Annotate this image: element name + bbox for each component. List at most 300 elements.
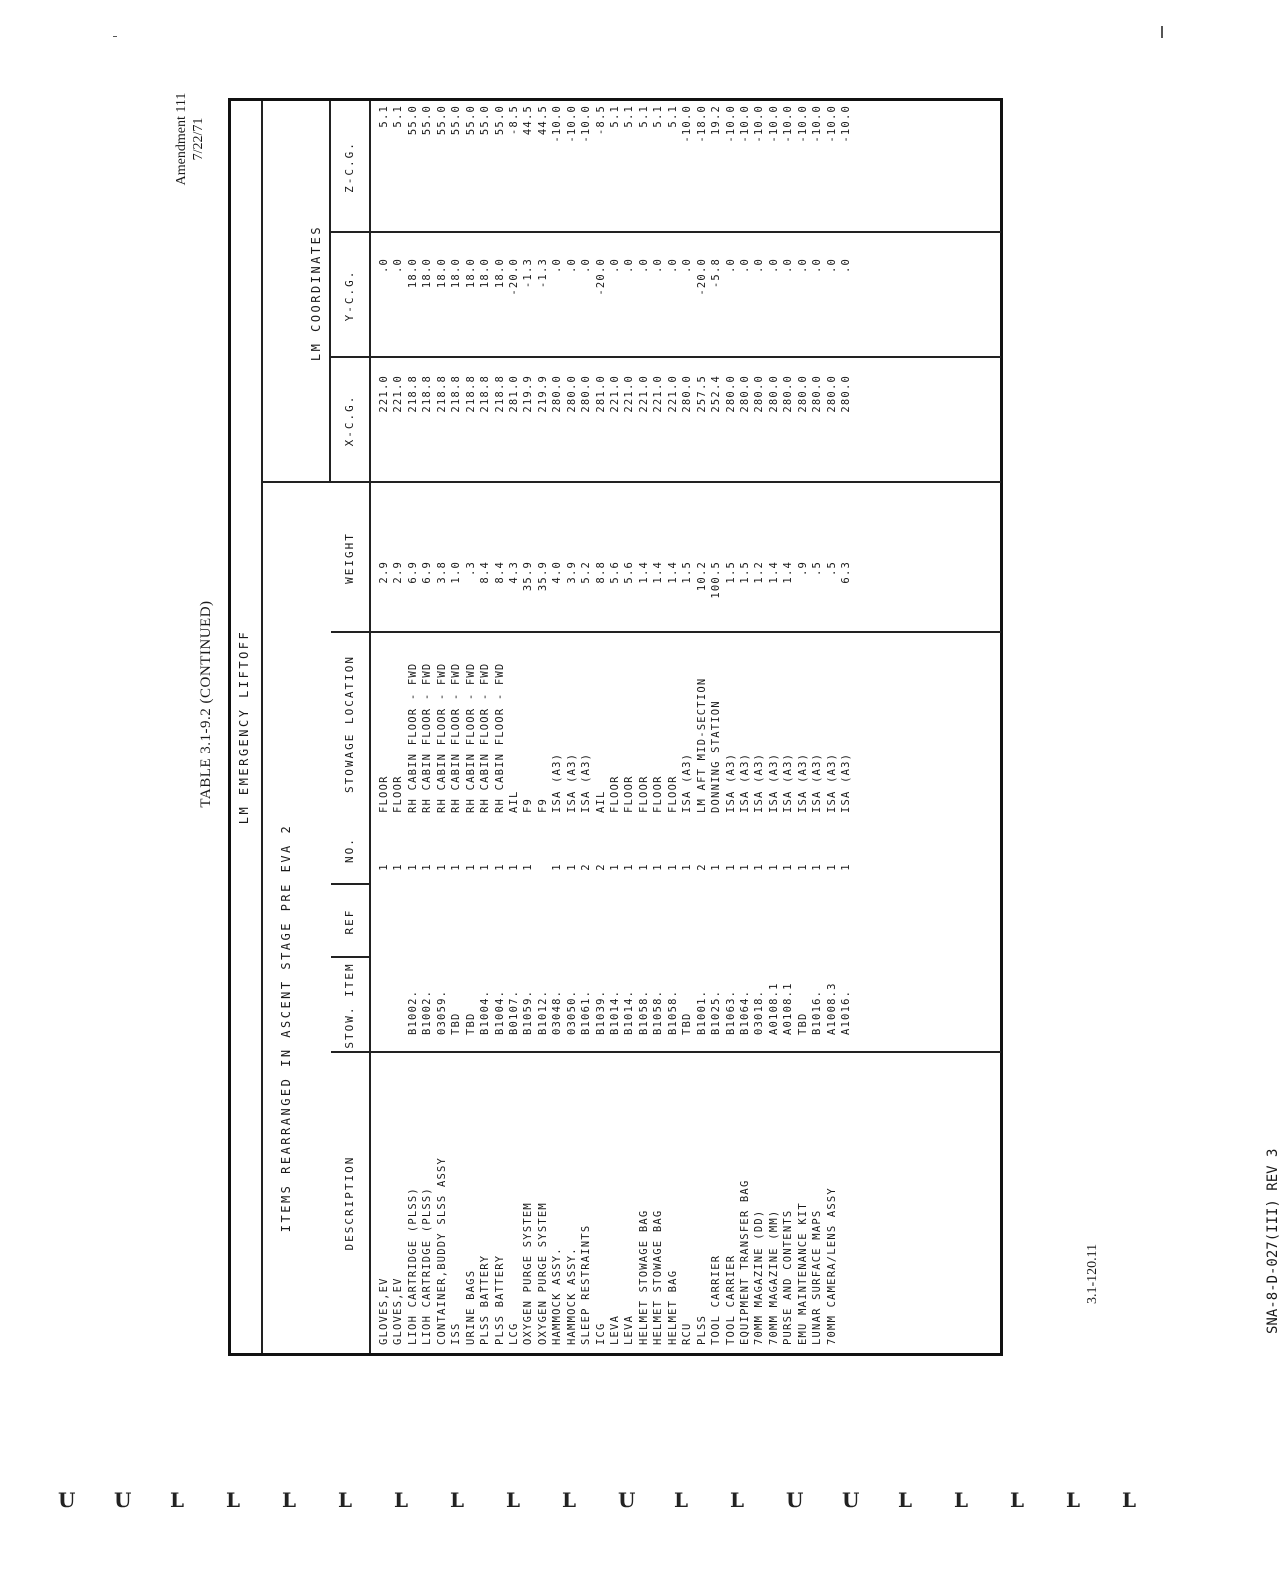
cell-weight: 8.4 bbox=[493, 561, 506, 584]
col-stow-item: STOW. ITEM bbox=[343, 962, 356, 1049]
cell-location: ISA (A3) bbox=[724, 752, 737, 813]
cell-description: TOOL CARRIER bbox=[710, 1254, 723, 1345]
cell-z: 55.0 bbox=[421, 105, 434, 136]
cell-z: -10.0 bbox=[565, 105, 578, 143]
cell-no: 1 bbox=[753, 863, 766, 871]
cell-y: .0 bbox=[565, 258, 578, 274]
cell-no: 1 bbox=[811, 863, 824, 871]
cell-y: .0 bbox=[681, 258, 694, 274]
edge-mark: L bbox=[562, 1488, 577, 1512]
cell-y: .0 bbox=[825, 258, 838, 274]
cell-description: ICG bbox=[594, 1322, 607, 1345]
cell-z: -18.0 bbox=[695, 105, 708, 143]
edge-mark: L bbox=[226, 1488, 241, 1512]
cell-weight: 8.4 bbox=[479, 561, 492, 584]
cell-description: EMU MAINTENANCE KIT bbox=[796, 1202, 809, 1345]
cell-location: LM AFT MID-SECTION bbox=[695, 677, 708, 813]
cell-description: SLEEP RESTRAINTS bbox=[580, 1224, 593, 1345]
cell-description: LEVA bbox=[609, 1314, 621, 1345]
z-cg-column bbox=[377, 105, 853, 233]
cell-no: 1 bbox=[479, 863, 492, 871]
cell-no: 1 bbox=[565, 863, 578, 871]
cell-z: 55.0 bbox=[464, 105, 477, 136]
edge-mark: U bbox=[618, 1488, 636, 1512]
cell-z: -10.0 bbox=[840, 105, 852, 143]
stow-item-column bbox=[377, 955, 853, 1035]
cell-z: 44.5 bbox=[536, 105, 549, 136]
cell-location: ISA (A3) bbox=[811, 752, 824, 813]
cell-z: 44.5 bbox=[522, 105, 535, 136]
cell-no: 1 bbox=[392, 863, 405, 871]
cell-x: 280.0 bbox=[681, 375, 694, 413]
cell-y: -5.8 bbox=[710, 258, 723, 289]
cell-location: FLOOR bbox=[392, 775, 405, 813]
cell-z: 55.0 bbox=[450, 105, 463, 136]
cell-x: 218.8 bbox=[464, 375, 477, 413]
cell-y: .0 bbox=[738, 258, 751, 274]
cell-description: HELMET STOWAGE BAG bbox=[652, 1209, 665, 1345]
cell-no: 1 bbox=[738, 863, 751, 871]
cell-y: .0 bbox=[666, 258, 679, 274]
cell-y: .0 bbox=[724, 258, 737, 274]
cell-weight: .5 bbox=[825, 561, 838, 577]
cell-z: -10.0 bbox=[767, 105, 780, 143]
col-x-cg: X-C.G. bbox=[343, 394, 356, 447]
cell-y: -20.0 bbox=[695, 258, 708, 296]
cell-description: OXYGEN PURGE SYSTEM bbox=[536, 1202, 549, 1345]
edge-mark: L bbox=[954, 1488, 969, 1512]
cell-x: 218.8 bbox=[421, 375, 434, 413]
y-cg-column bbox=[377, 258, 853, 358]
cell-no: 1 bbox=[796, 863, 809, 871]
cell-z: -10.0 bbox=[738, 105, 751, 143]
cell-no: 1 bbox=[464, 863, 477, 871]
cell-z: 5.1 bbox=[378, 105, 390, 128]
cell-item: B1058. bbox=[666, 989, 679, 1035]
cell-description: TOOL CARRIER bbox=[724, 1254, 737, 1345]
cell-x: 218.8 bbox=[479, 375, 492, 413]
cell-no: 1 bbox=[782, 863, 795, 871]
cell-no: 1 bbox=[767, 863, 780, 871]
cell-description: LUNAR SURFACE MAPS bbox=[811, 1209, 824, 1345]
cell-weight: 2.9 bbox=[378, 561, 390, 584]
cell-item: B1001. bbox=[695, 989, 708, 1035]
cell-item: A0108.1 bbox=[767, 982, 780, 1035]
cell-z: -10.0 bbox=[551, 105, 564, 143]
cell-item: TBD bbox=[450, 1012, 463, 1035]
cell-no: 1 bbox=[623, 863, 636, 871]
cell-y: .0 bbox=[652, 258, 665, 274]
col-weight: WEIGHT bbox=[343, 532, 356, 584]
edge-mark: L bbox=[170, 1488, 185, 1512]
header-title-1: LM EMERGENCY LIFTOFF bbox=[237, 629, 251, 825]
cell-weight: 1.5 bbox=[724, 561, 737, 584]
cell-weight: 4.3 bbox=[507, 561, 520, 584]
cell-weight: 5.6 bbox=[623, 561, 636, 584]
cell-description: HELMET STOWAGE BAG bbox=[637, 1209, 650, 1345]
cell-item: B1012. bbox=[536, 989, 549, 1035]
col-ref: REF bbox=[343, 908, 356, 935]
cell-y: .0 bbox=[637, 258, 650, 274]
cell-x: 252.4 bbox=[710, 375, 723, 413]
cell-no: 1 bbox=[507, 863, 520, 871]
cell-no: 1 bbox=[825, 863, 838, 871]
cell-y: .0 bbox=[811, 258, 824, 274]
cell-weight: 1.4 bbox=[767, 561, 780, 584]
amendment-note bbox=[173, 39, 207, 239]
cell-weight: 1.4 bbox=[652, 561, 665, 584]
cell-z: 5.1 bbox=[666, 105, 679, 128]
cell-weight: .5 bbox=[811, 561, 824, 577]
cell-y: 18.0 bbox=[464, 258, 477, 289]
cell-description: CONTAINER,BUDDY SLSS ASSY bbox=[435, 1156, 448, 1345]
cell-x: 219.9 bbox=[522, 375, 535, 413]
cell-weight: 1.2 bbox=[753, 561, 766, 584]
quantity-column bbox=[377, 849, 853, 885]
cell-no: 2 bbox=[580, 863, 593, 871]
cell-no: 1 bbox=[435, 863, 448, 871]
cell-location: FLOOR bbox=[378, 775, 390, 813]
cell-description: ISS bbox=[450, 1322, 463, 1345]
cell-item: B1002. bbox=[421, 989, 434, 1035]
cell-z: -10.0 bbox=[825, 105, 838, 143]
cell-x: 280.0 bbox=[825, 375, 838, 413]
x-cg-column bbox=[377, 375, 853, 483]
cell-item: B1004. bbox=[493, 989, 506, 1035]
stowage-table bbox=[228, 98, 1003, 1356]
cell-description: 70MM MAGAZINE (DD) bbox=[753, 1209, 766, 1345]
cell-x: 280.0 bbox=[840, 375, 852, 413]
cell-y: .0 bbox=[753, 258, 766, 274]
cell-description: GLOVES,EV bbox=[378, 1277, 390, 1345]
edge-mark: L bbox=[338, 1488, 353, 1512]
cell-location: FLOOR bbox=[652, 775, 665, 813]
cell-y: 18.0 bbox=[479, 258, 492, 289]
cell-location: FLOOR bbox=[666, 775, 679, 813]
cell-description: HAMMOCK ASSY. bbox=[551, 1247, 564, 1345]
cell-item: A1008.3 bbox=[825, 982, 838, 1035]
cell-z: 5.1 bbox=[392, 105, 405, 128]
cell-z: 55.0 bbox=[435, 105, 448, 136]
cell-x: 221.0 bbox=[666, 375, 679, 413]
cell-weight: 6.3 bbox=[840, 561, 852, 584]
cell-y: .0 bbox=[840, 258, 852, 274]
cell-y: .0 bbox=[623, 258, 636, 274]
edge-mark: L bbox=[450, 1488, 465, 1512]
edge-mark: L bbox=[282, 1488, 297, 1512]
edge-mark: U bbox=[114, 1488, 132, 1512]
cell-no: 1 bbox=[681, 863, 694, 871]
cell-description: PLSS BATTERY bbox=[479, 1254, 492, 1345]
cell-description: 70MM MAGAZINE (MM) bbox=[767, 1209, 780, 1345]
cell-no: 1 bbox=[406, 863, 419, 871]
cell-item: B1004. bbox=[479, 989, 492, 1035]
cell-location: RH CABIN FLOOR - FWD bbox=[406, 662, 419, 813]
cell-location: ISA (A3) bbox=[825, 752, 838, 813]
cell-weight: 1.4 bbox=[666, 561, 679, 584]
cell-x: 218.8 bbox=[406, 375, 419, 413]
cell-item: TBD bbox=[464, 1012, 477, 1035]
cell-item: A0108.1 bbox=[782, 982, 795, 1035]
cell-item: TBD bbox=[796, 1012, 809, 1035]
cell-y: -20.0 bbox=[594, 258, 607, 296]
cell-location: RH CABIN FLOOR - FWD bbox=[493, 662, 506, 813]
edge-mark: L bbox=[1010, 1488, 1025, 1512]
cell-y: 18.0 bbox=[435, 258, 448, 289]
edge-mark: L bbox=[898, 1488, 913, 1512]
cell-location: ISA (A3) bbox=[782, 752, 795, 813]
document-number: SNA-8-D-027(III) REV 3 bbox=[1265, 1148, 1281, 1334]
col-y-cg: Y-C.G. bbox=[343, 269, 356, 322]
cell-description: PLSS BATTERY bbox=[493, 1254, 506, 1345]
cell-location: F9 bbox=[522, 797, 535, 813]
cell-description: EQUIPMENT TRANSFER BAG bbox=[738, 1179, 751, 1345]
cell-description: OXYGEN PURGE SYSTEM bbox=[522, 1202, 535, 1345]
cell-location: AIL bbox=[594, 790, 607, 813]
cell-z: -8.5 bbox=[507, 105, 520, 136]
cell-location: FLOOR bbox=[637, 775, 650, 813]
edge-mark: L bbox=[394, 1488, 409, 1512]
cell-weight: 3.9 bbox=[565, 561, 578, 584]
cell-location: ISA (A3) bbox=[767, 752, 780, 813]
cell-x: 219.9 bbox=[536, 375, 549, 413]
amendment-line: Amendment 111 bbox=[174, 92, 189, 186]
cell-y: 18.0 bbox=[421, 258, 434, 289]
cell-item: B0107. bbox=[507, 989, 520, 1035]
cell-y: -1.3 bbox=[536, 258, 549, 289]
edge-mark: L bbox=[506, 1488, 521, 1512]
cell-item: 03059. bbox=[435, 989, 448, 1035]
cell-z: -10.0 bbox=[724, 105, 737, 143]
cell-no: 1 bbox=[493, 863, 506, 871]
cell-weight: 6.9 bbox=[421, 561, 434, 584]
edge-mark: U bbox=[842, 1488, 860, 1512]
cell-y: .0 bbox=[378, 258, 390, 274]
cell-no: 1 bbox=[710, 863, 723, 871]
cell-weight: 1.5 bbox=[681, 561, 694, 584]
cell-y: -1.3 bbox=[522, 258, 535, 289]
cell-weight: 2.9 bbox=[392, 561, 405, 584]
cell-weight: 1.4 bbox=[637, 561, 650, 584]
cell-weight: 1.5 bbox=[738, 561, 751, 584]
cell-y: .0 bbox=[392, 258, 405, 274]
cell-z: -10.0 bbox=[782, 105, 795, 143]
cell-y: .0 bbox=[551, 258, 564, 274]
cell-weight: 8.8 bbox=[594, 561, 607, 584]
cell-x: 257.5 bbox=[695, 375, 708, 413]
edge-mark: U bbox=[58, 1488, 76, 1512]
cell-y: 18.0 bbox=[406, 258, 419, 289]
cell-item: B1058. bbox=[652, 989, 665, 1035]
cell-no: 2 bbox=[594, 863, 607, 871]
cell-location: RH CABIN FLOOR - FWD bbox=[464, 662, 477, 813]
cell-item: B1064. bbox=[738, 989, 751, 1035]
cell-item: B1059. bbox=[522, 989, 535, 1035]
cell-y: .0 bbox=[796, 258, 809, 274]
description-column bbox=[377, 1055, 853, 1345]
cell-location: ISA (A3) bbox=[840, 752, 852, 813]
cell-x: 221.0 bbox=[652, 375, 665, 413]
cell-z: 19.2 bbox=[710, 105, 723, 136]
cell-weight: 35.9 bbox=[522, 561, 535, 592]
cell-location: AIL bbox=[507, 790, 520, 813]
cell-location: FLOOR bbox=[623, 775, 636, 813]
page-number: 3.1-120.11 bbox=[1085, 1243, 1100, 1304]
cell-no: 1 bbox=[666, 863, 679, 871]
cell-z: 5.1 bbox=[652, 105, 665, 128]
cell-x: 280.0 bbox=[796, 375, 809, 413]
cell-description: RCU bbox=[681, 1322, 694, 1345]
cell-x: 280.0 bbox=[782, 375, 795, 413]
cell-z: -10.0 bbox=[753, 105, 766, 143]
cell-x: 221.0 bbox=[378, 375, 390, 413]
cell-weight: 1.4 bbox=[782, 561, 795, 584]
cell-z: 5.1 bbox=[623, 105, 636, 128]
cell-item: B1002. bbox=[406, 989, 419, 1035]
cell-item: 03050. bbox=[565, 989, 578, 1035]
cell-item: A1016. bbox=[840, 989, 852, 1035]
cell-z: 5.1 bbox=[637, 105, 650, 128]
cell-weight: .3 bbox=[464, 561, 477, 577]
cell-location: FLOOR bbox=[609, 775, 621, 813]
col-stowage-location: STOWAGE LOCATION bbox=[343, 655, 356, 793]
cell-z: 55.0 bbox=[479, 105, 492, 136]
cell-location: DONNING STATION bbox=[710, 700, 723, 813]
cell-description: GLOVES,EV bbox=[392, 1277, 405, 1345]
cell-weight: 4.0 bbox=[551, 561, 564, 584]
cell-weight: 10.2 bbox=[695, 561, 708, 592]
cell-x: 281.0 bbox=[594, 375, 607, 413]
cell-no: 1 bbox=[378, 863, 390, 871]
cell-location: ISA (A3) bbox=[580, 752, 593, 813]
cell-x: 221.0 bbox=[609, 375, 621, 413]
scan-mark bbox=[1161, 26, 1163, 38]
cell-x: 280.0 bbox=[753, 375, 766, 413]
col-description: DESCRIPTION bbox=[343, 1155, 356, 1251]
cell-location: RH CABIN FLOOR - FWD bbox=[450, 662, 463, 813]
cell-no: 1 bbox=[724, 863, 737, 871]
cell-item: TBD bbox=[681, 1012, 694, 1035]
cell-y: 18.0 bbox=[450, 258, 463, 289]
edge-mark: L bbox=[674, 1488, 689, 1512]
cell-item: B1058. bbox=[637, 989, 650, 1035]
cell-no: 1 bbox=[652, 863, 665, 871]
cell-item: B1014. bbox=[609, 989, 621, 1035]
cell-x: 221.0 bbox=[623, 375, 636, 413]
weight-column bbox=[377, 561, 853, 633]
edge-mark: U bbox=[786, 1488, 804, 1512]
cell-item: B1063. bbox=[724, 989, 737, 1035]
cell-weight: 3.8 bbox=[435, 561, 448, 584]
cell-z: 55.0 bbox=[406, 105, 419, 136]
cell-z: -8.5 bbox=[594, 105, 607, 136]
cell-weight: 35.9 bbox=[536, 561, 549, 592]
cell-location: F9 bbox=[536, 797, 549, 813]
cell-item: B1014. bbox=[623, 989, 636, 1035]
cell-location: ISA (A3) bbox=[738, 752, 751, 813]
cell-x: 280.0 bbox=[565, 375, 578, 413]
cell-z: -10.0 bbox=[580, 105, 593, 143]
cell-x: 221.0 bbox=[392, 375, 405, 413]
cell-z: -10.0 bbox=[681, 105, 694, 143]
cell-location: RH CABIN FLOOR - FWD bbox=[421, 662, 434, 813]
cell-location: ISA (A3) bbox=[753, 752, 766, 813]
cell-z: 55.0 bbox=[493, 105, 506, 136]
cell-no: 1 bbox=[522, 863, 535, 871]
cell-x: 280.0 bbox=[551, 375, 564, 413]
cell-no: 1 bbox=[840, 863, 852, 871]
cell-x: 280.0 bbox=[738, 375, 751, 413]
cell-item bbox=[377, 955, 391, 1035]
cell-x: 280.0 bbox=[580, 375, 593, 413]
cell-weight: 5.2 bbox=[580, 561, 593, 584]
table-title: TABLE 3.1-9.2 (CONTINUED) bbox=[198, 600, 214, 808]
cell-location: RH CABIN FLOOR - FWD bbox=[479, 662, 492, 813]
cell-x: 280.0 bbox=[724, 375, 737, 413]
cell-y: -20.0 bbox=[507, 258, 520, 296]
cell-location: ISA (A3) bbox=[551, 752, 564, 813]
cell-z: -10.0 bbox=[811, 105, 824, 143]
cell-item bbox=[391, 955, 405, 1035]
cell-item: 03018. bbox=[753, 989, 766, 1035]
cell-weight: 100.5 bbox=[710, 561, 723, 599]
lm-coordinates-header: LM COORDINATES bbox=[309, 224, 323, 362]
cell-no: 1 bbox=[551, 863, 564, 871]
edge-mark: L bbox=[1122, 1488, 1137, 1512]
cell-location: RH CABIN FLOOR - FWD bbox=[435, 662, 448, 813]
edge-mark: L bbox=[1066, 1488, 1081, 1512]
cell-no: 1 bbox=[637, 863, 650, 871]
cell-item: B1039. bbox=[594, 989, 607, 1035]
cell-y: .0 bbox=[782, 258, 795, 274]
cell-description: LEVA bbox=[623, 1314, 636, 1345]
cell-location: ISA (A3) bbox=[796, 752, 809, 813]
cell-description: LIOH CARTRIDGE (PLSS) bbox=[406, 1187, 419, 1345]
cell-weight: 1.0 bbox=[450, 561, 463, 584]
amendment-date: 7/22/71 bbox=[191, 117, 206, 161]
cell-item: B1016. bbox=[811, 989, 824, 1035]
cell-z: 5.1 bbox=[609, 105, 621, 128]
col-no: NO. bbox=[343, 837, 356, 863]
cell-y: .0 bbox=[580, 258, 593, 274]
cell-x: 281.0 bbox=[507, 375, 520, 413]
cell-x: 280.0 bbox=[811, 375, 824, 413]
stowage-location-column bbox=[377, 633, 853, 813]
cell-item: B1061. bbox=[580, 989, 593, 1035]
cell-x: 218.8 bbox=[435, 375, 448, 413]
cell-location: ISA (A3) bbox=[681, 752, 694, 813]
cell-no bbox=[536, 849, 550, 885]
header-title-2: ITEMS REARRANGED IN ASCENT STAGE PRE EVA 2 bbox=[279, 823, 293, 1233]
cell-weight: 5.6 bbox=[609, 561, 621, 584]
cell-location: ISA (A3) bbox=[565, 752, 578, 813]
cell-y: .0 bbox=[767, 258, 780, 274]
cell-description bbox=[839, 1055, 853, 1345]
cell-no: 1 bbox=[609, 863, 621, 871]
cell-description: HELMET BAG bbox=[666, 1269, 679, 1345]
cell-y: 18.0 bbox=[493, 258, 506, 289]
col-z-cg: Z-C.G. bbox=[343, 141, 356, 193]
cell-no: 1 bbox=[421, 863, 434, 871]
cell-x: 280.0 bbox=[767, 375, 780, 413]
cell-x: 218.8 bbox=[493, 375, 506, 413]
cell-x: 218.8 bbox=[450, 375, 463, 413]
cell-description: 70MM CAMERA/LENS ASSY bbox=[825, 1187, 838, 1345]
cell-no: 1 bbox=[450, 863, 463, 871]
cell-description: PLSS bbox=[695, 1314, 708, 1345]
scan-mark bbox=[113, 36, 117, 37]
cell-y: .0 bbox=[609, 258, 621, 274]
